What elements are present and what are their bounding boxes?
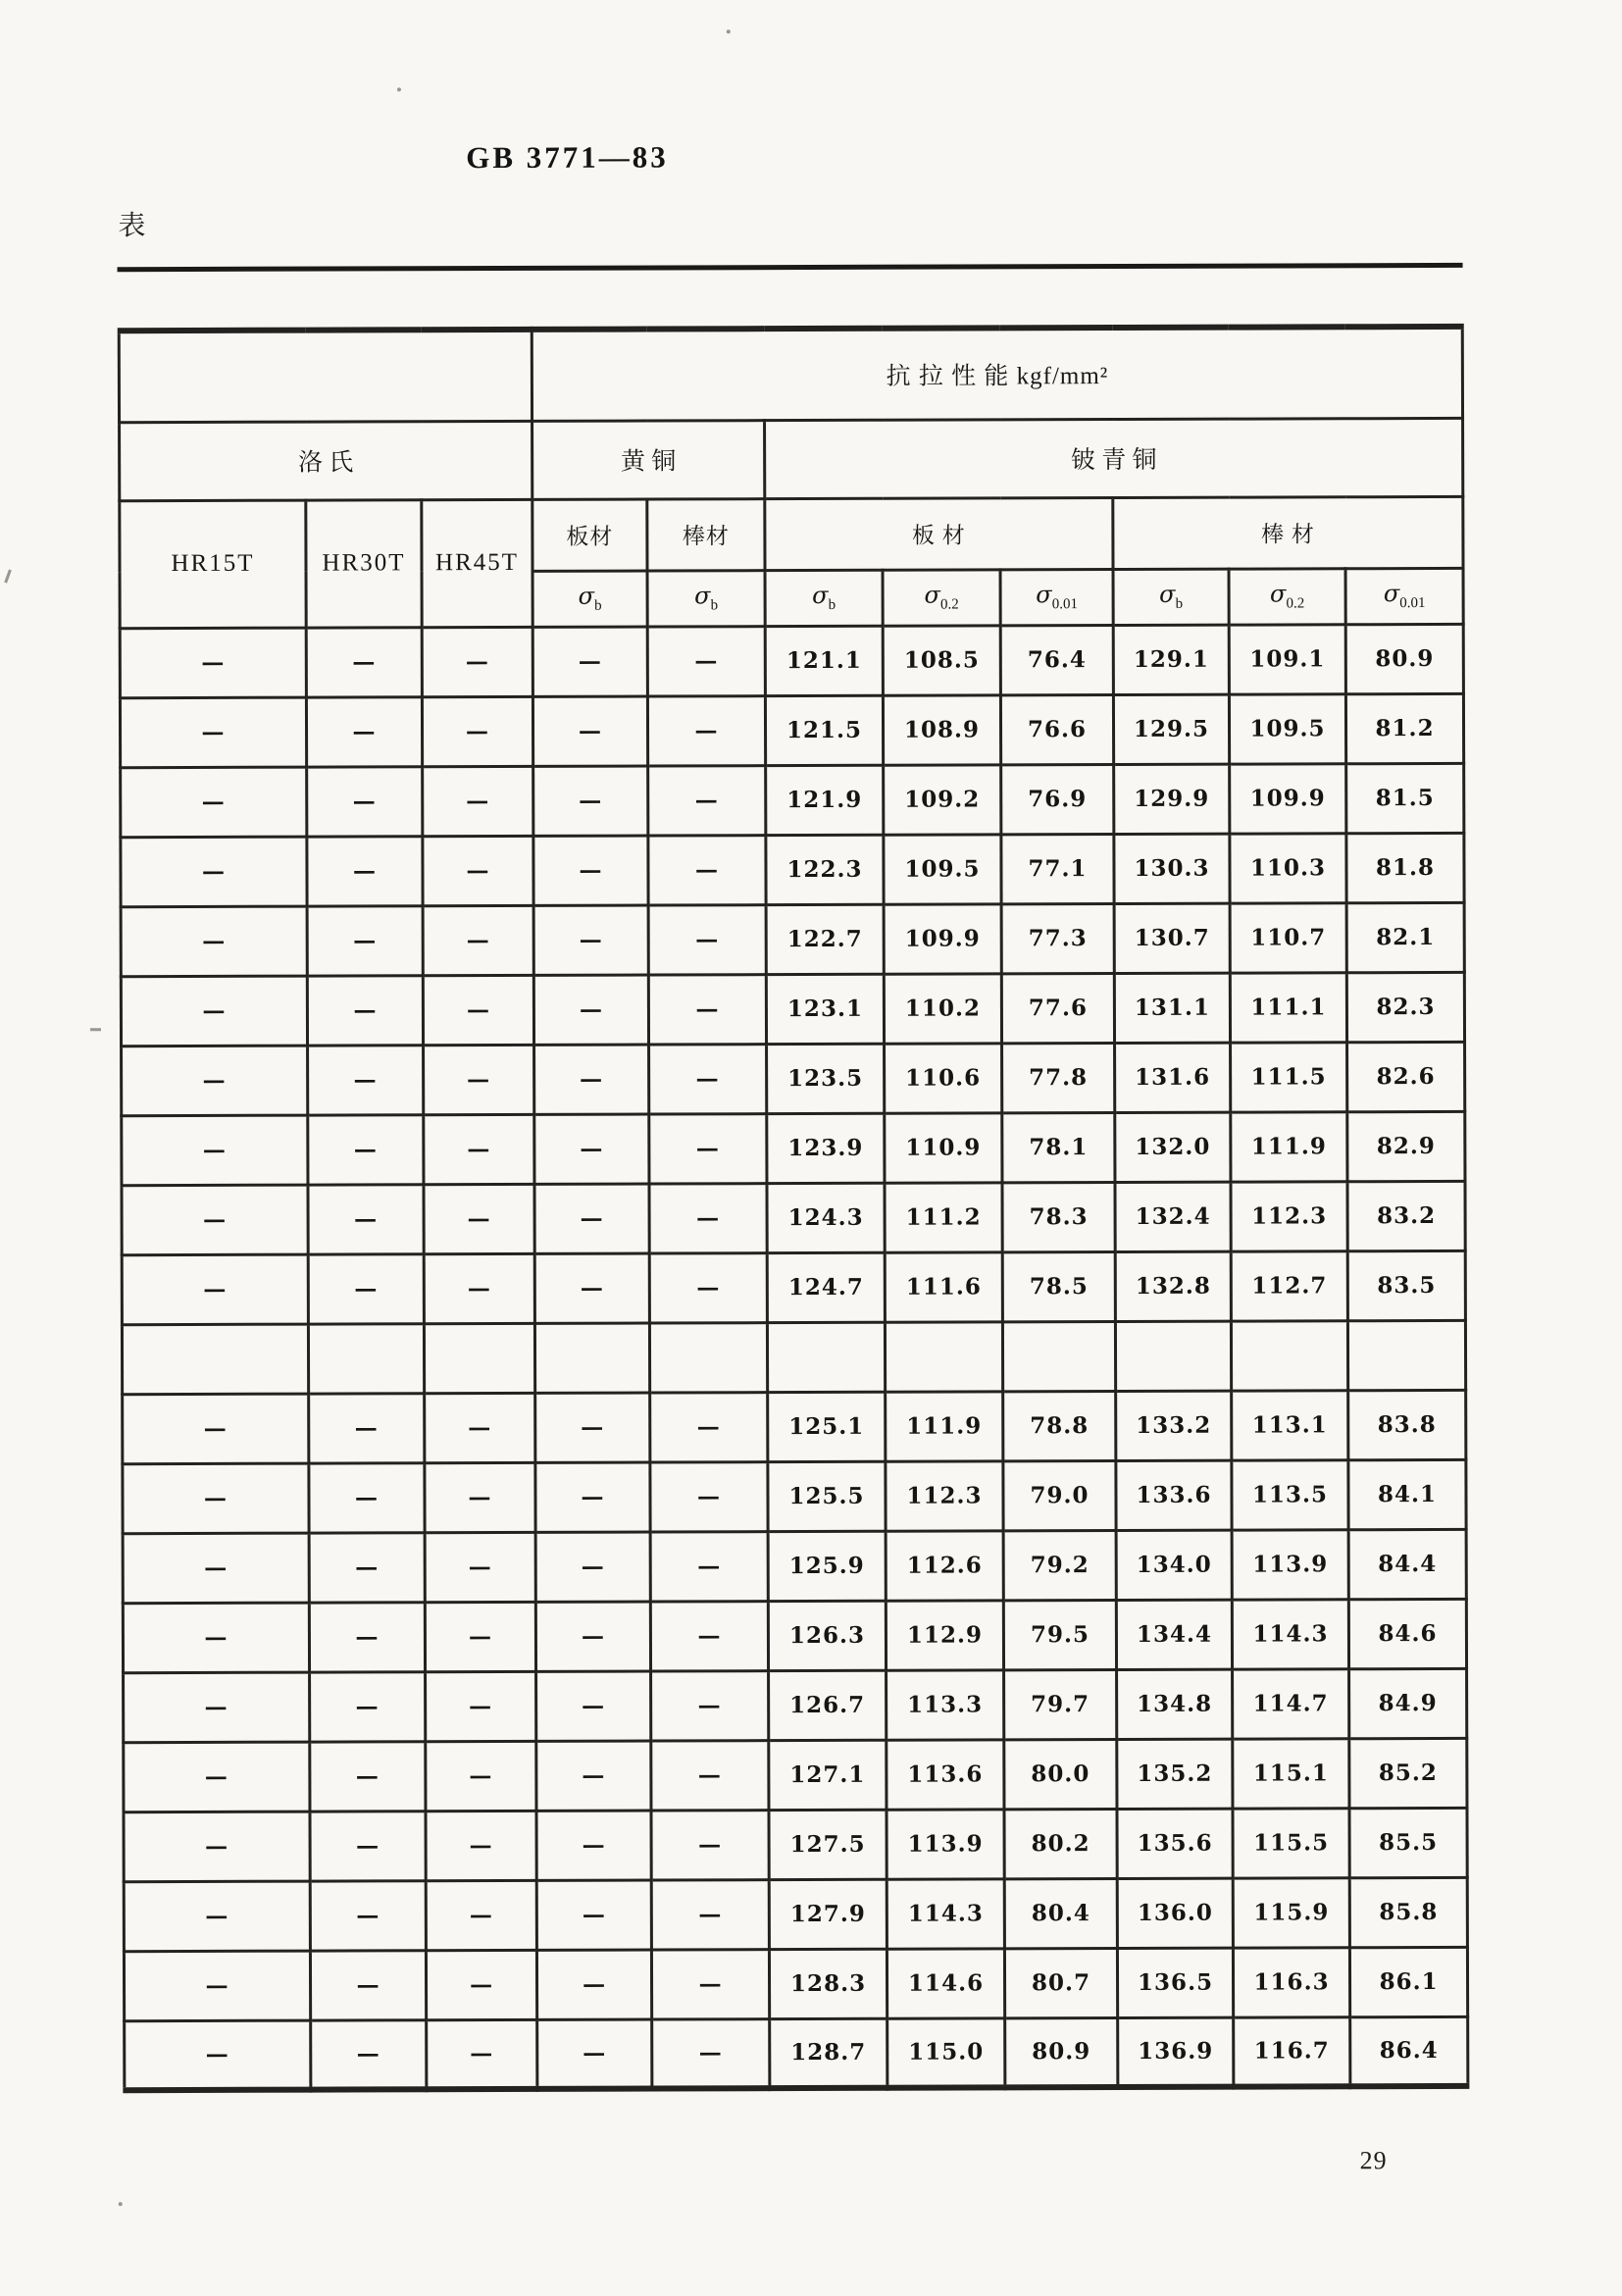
table-cell: 80.7 (1004, 1948, 1117, 2017)
table-cell: — (651, 1670, 769, 1740)
table-cell: — (649, 1252, 767, 1322)
table-cell: 113.9 (1232, 1529, 1348, 1599)
table-cell: — (307, 766, 423, 836)
table-cell: 84.1 (1348, 1459, 1466, 1529)
table-cell: 129.5 (1113, 694, 1229, 764)
table-cell: — (424, 1253, 534, 1323)
table-cell: — (124, 1811, 310, 1882)
table-cell: — (535, 1393, 650, 1462)
table-cell: — (426, 1671, 536, 1741)
scan-speck (4, 569, 12, 583)
sigma-header: $\sigma_b$ (647, 570, 765, 626)
table-cell: 111.1 (1230, 972, 1346, 1042)
table-cell: — (426, 1880, 536, 1950)
table-cell: — (122, 1254, 308, 1325)
table-cell (767, 1322, 885, 1392)
table-cell: 129.9 (1114, 764, 1230, 834)
table-cell: 108.9 (883, 694, 1000, 764)
table-cell: — (648, 765, 766, 835)
table-cell: — (311, 2019, 427, 2089)
table-cell: — (650, 1601, 768, 1670)
table-cell: 109.9 (1230, 763, 1346, 833)
table-cell: — (310, 1671, 426, 1741)
table-cell: — (426, 1811, 536, 1880)
table-cell: 113.5 (1232, 1459, 1348, 1529)
table-cell: 109.2 (884, 764, 1001, 834)
header-tensile-unit: 抗 拉 性 能 kgf/mm² (532, 327, 1462, 421)
header-row-unit (119, 327, 1462, 422)
table-cell: — (123, 1603, 309, 1673)
table-cell: 85.5 (1349, 1808, 1467, 1877)
table-cell: — (424, 1114, 534, 1184)
table-cell: — (536, 1811, 651, 1880)
table-cell: 114.3 (1232, 1599, 1348, 1668)
header-be-bar: 棒 材 (1113, 496, 1463, 569)
header-be-plate: 板 材 (765, 497, 1113, 570)
table-cell: — (310, 1811, 426, 1880)
sigma-header: $\sigma_{0.01}$ (1000, 569, 1113, 625)
table-cell: 126.3 (768, 1601, 886, 1670)
table-cell: 135.2 (1117, 1739, 1233, 1809)
table-cell: — (536, 1741, 651, 1811)
header-row-groups (120, 418, 1463, 500)
table-cell: — (124, 1672, 310, 1743)
table-cell: — (536, 1880, 651, 1950)
table-cell: — (535, 1532, 650, 1602)
sigma-header: $\sigma_{0.2}$ (1229, 568, 1345, 624)
table-body (120, 624, 1468, 2090)
table-cell: — (651, 1810, 769, 1879)
table-cell: 123.9 (767, 1113, 885, 1183)
table-cell: — (535, 1602, 650, 1671)
header-brass-bar: 棒材 (647, 498, 765, 570)
table-row (122, 1042, 1465, 1115)
table-cell: 81.2 (1345, 693, 1463, 763)
table-cell: 77.6 (1001, 973, 1114, 1043)
table-row (122, 1250, 1465, 1324)
table-cell: — (648, 904, 766, 974)
header-row-materials (120, 496, 1463, 572)
table-cell: 115.1 (1233, 1738, 1349, 1808)
table-cell (1347, 1320, 1465, 1390)
header-brass: 黄 铜 (532, 420, 765, 499)
table-cell: 80.9 (1345, 624, 1463, 693)
table-cell: — (536, 1671, 651, 1741)
table-cell: — (122, 1115, 308, 1186)
sigma-header: $\sigma_b$ (765, 570, 883, 626)
table-cell: 121.1 (765, 626, 883, 695)
title-rule (118, 263, 1463, 272)
table-cell: 113.3 (887, 1669, 1004, 1739)
table-cell: — (120, 697, 306, 768)
table-cell: — (123, 1463, 309, 1534)
table-cell: — (124, 1951, 310, 2021)
header-hr45t: HR45T (422, 499, 532, 627)
table-cell: 124.3 (767, 1183, 885, 1252)
scan-speck (119, 2202, 123, 2206)
table-cell: 128.3 (769, 1949, 887, 2018)
sigma-header: $\sigma_{0.2}$ (883, 569, 1000, 625)
table-cell: 83.5 (1347, 1250, 1465, 1320)
table-row (123, 1529, 1466, 1603)
table-cell: — (425, 1393, 535, 1462)
table-cell: 116.3 (1233, 1947, 1349, 2016)
header-beryllium-bronze: 铍 青 铜 (765, 418, 1463, 498)
table-cell: 76.6 (1000, 694, 1113, 764)
table-cell: 133.2 (1116, 1391, 1232, 1460)
table-cell: 122.7 (766, 904, 884, 974)
table-cell: 135.6 (1117, 1809, 1233, 1878)
header-hr30t: HR30T (306, 499, 422, 627)
table-cell: 123.1 (766, 974, 884, 1044)
table-cell: — (536, 1950, 651, 2019)
table-cell: 133.6 (1116, 1460, 1232, 1530)
table-cell: 109.9 (884, 903, 1001, 973)
table-cell: 114.3 (887, 1878, 1004, 1948)
table-cell: 121.5 (765, 695, 883, 765)
table-cell: 81.8 (1346, 833, 1464, 902)
table-cell: 134.4 (1116, 1600, 1232, 1669)
table-cell: — (534, 1045, 649, 1114)
table-row (122, 1111, 1465, 1185)
table-cell: 114.6 (887, 1948, 1004, 2017)
table-cell (1002, 1321, 1115, 1391)
table-cell: — (424, 1184, 534, 1253)
table-cell: — (123, 1533, 309, 1604)
table-row (121, 972, 1464, 1046)
table-cell: — (423, 836, 533, 905)
table-cell (308, 1323, 424, 1393)
table-cell: — (423, 905, 533, 975)
table-cell: — (123, 1394, 309, 1464)
table-cell: 131.6 (1115, 1043, 1231, 1112)
table-cell: 86.1 (1349, 1947, 1467, 2016)
table-cell: 78.1 (1002, 1112, 1115, 1182)
table-cell: — (534, 1114, 649, 1184)
table-cell: 80.0 (1004, 1739, 1117, 1809)
table-cell: — (648, 974, 766, 1044)
table-cell: 112.9 (886, 1600, 1003, 1669)
table-cell: 124.7 (767, 1252, 885, 1322)
table-cell (534, 1323, 649, 1393)
table-cell: 111.9 (1231, 1111, 1347, 1181)
table-row (124, 1738, 1467, 1811)
table-cell: 125.5 (768, 1461, 886, 1531)
table-cell: 116.7 (1234, 2016, 1350, 2086)
table-cell: 129.1 (1113, 625, 1229, 694)
table-cell (1231, 1320, 1347, 1390)
header-hr15t: HR15T (120, 500, 306, 629)
table-cell: — (535, 1462, 650, 1532)
table-cell: 110.9 (885, 1112, 1002, 1182)
sigma-header: $\sigma_b$ (1113, 569, 1229, 625)
hardness-conversion-table (118, 324, 1470, 2093)
table-cell: 85.8 (1349, 1877, 1467, 1947)
table-cell: 79.5 (1003, 1600, 1116, 1669)
table-cell: 113.9 (887, 1809, 1004, 1878)
table-cell: — (309, 1602, 425, 1671)
table-cell: — (532, 696, 647, 766)
table-cell: 115.5 (1233, 1808, 1349, 1877)
table-cell: 78.3 (1002, 1182, 1115, 1251)
table-cell: 78.5 (1002, 1251, 1115, 1321)
table-cell: 82.3 (1346, 972, 1464, 1042)
header-brass-plate: 板材 (532, 499, 647, 571)
table-cell: — (121, 976, 307, 1046)
table-cell: — (649, 1044, 767, 1113)
table-cell: — (121, 837, 307, 907)
page-number: 29 (1359, 2146, 1388, 2175)
table-cell: 136.0 (1117, 1878, 1233, 1948)
table-cell: 109.5 (1229, 693, 1345, 763)
table-cell: 111.6 (885, 1251, 1002, 1321)
table-cell: — (533, 836, 648, 905)
table-cell: 111.2 (885, 1182, 1002, 1251)
table-cell: 76.9 (1001, 764, 1114, 834)
table-cell: 128.7 (770, 2018, 887, 2088)
table-cell: 136.9 (1118, 2017, 1234, 2087)
table-cell: 110.2 (884, 973, 1001, 1043)
table-row (123, 1459, 1466, 1533)
table-cell: — (648, 835, 766, 904)
table-cell: — (424, 1045, 534, 1114)
table-row (121, 833, 1464, 906)
table-cell: — (651, 1879, 769, 1949)
table-cell: — (534, 1184, 649, 1253)
table-cell: 131.1 (1114, 973, 1230, 1043)
table-cell: 132.0 (1115, 1112, 1231, 1182)
table-row (122, 1181, 1465, 1254)
table-cell: 127.9 (769, 1879, 887, 1949)
table-cell: 113.6 (887, 1739, 1004, 1809)
table-cell: 113.1 (1232, 1390, 1348, 1459)
table-cell: 110.6 (885, 1043, 1002, 1112)
table-cell: — (121, 767, 307, 838)
table-cell: — (422, 627, 532, 696)
table-cell: — (310, 1741, 426, 1811)
table-cell: 108.5 (883, 625, 1000, 694)
table-cell: — (533, 975, 648, 1045)
table-cell: — (647, 695, 765, 765)
table-cell: — (651, 1949, 769, 2018)
table-cell: — (307, 905, 423, 975)
table-cell: 112.6 (886, 1530, 1003, 1600)
table-row (124, 1668, 1467, 1742)
table-cell: — (650, 1461, 768, 1531)
table-cell (885, 1321, 1002, 1391)
table-cell: 79.2 (1003, 1530, 1116, 1600)
table-cell: — (423, 766, 533, 836)
table-cell: 79.0 (1003, 1460, 1116, 1530)
table-cell: — (650, 1531, 768, 1601)
table-cell: 134.8 (1117, 1669, 1233, 1739)
table-cell: — (310, 1950, 426, 2019)
table-cell: 84.6 (1348, 1599, 1466, 1668)
table-cell: — (425, 1532, 535, 1602)
table-cell: — (124, 1881, 310, 1952)
table-cell: 110.7 (1230, 902, 1346, 972)
table-cell: — (647, 626, 765, 695)
table-cell: 77.8 (1002, 1043, 1115, 1112)
table-cell: 81.5 (1346, 763, 1464, 833)
table-cell: 80.9 (1005, 2017, 1118, 2087)
table-cell: — (537, 2019, 652, 2089)
table-row (122, 1320, 1465, 1394)
table-cell: 125.1 (768, 1392, 886, 1461)
table-cell: 109.1 (1229, 624, 1345, 693)
table-cell: 126.7 (769, 1670, 887, 1740)
table-cell: 82.6 (1347, 1042, 1465, 1111)
table-row (124, 1877, 1467, 1951)
table-row (121, 763, 1464, 837)
table-row (125, 2016, 1468, 2090)
header-rockwell: 洛 氏 (120, 421, 532, 500)
table-row (123, 1599, 1466, 1672)
scan-speck (397, 87, 401, 91)
table-cell: — (426, 1741, 536, 1811)
table-cell: 112.7 (1231, 1250, 1347, 1320)
table-row (120, 624, 1463, 697)
table-cell: 134.0 (1116, 1530, 1232, 1600)
table-cell: — (427, 2019, 537, 2089)
table-cell: — (649, 1113, 767, 1183)
table-cell: — (307, 836, 423, 905)
sigma-header: $\sigma_b$ (532, 571, 647, 627)
table-cell: — (306, 627, 422, 696)
table-row (124, 1808, 1467, 1881)
table-cell: 111.5 (1231, 1042, 1347, 1111)
table-cell: 122.3 (766, 835, 884, 904)
table-cell: — (533, 905, 648, 975)
table-cell (424, 1323, 534, 1393)
table-cell (122, 1324, 308, 1395)
table-cell: 127.1 (769, 1740, 887, 1810)
table-cell: — (308, 1045, 424, 1114)
table-cell: — (124, 1742, 310, 1812)
table-cell: 110.3 (1230, 833, 1346, 902)
table-cell: — (650, 1392, 768, 1461)
table-cell: 82.1 (1346, 902, 1464, 972)
table-row (124, 1947, 1467, 2020)
table-cell: — (308, 1253, 424, 1323)
table-cell: 114.7 (1233, 1668, 1349, 1738)
table-cell: 85.2 (1349, 1738, 1467, 1808)
table-row (121, 902, 1464, 976)
table-cell: — (649, 1183, 767, 1252)
table-cell (1115, 1321, 1231, 1391)
table-cell: 78.8 (1003, 1391, 1116, 1460)
table-cell: 123.5 (767, 1044, 885, 1113)
sigma-header: $\sigma_{0.01}$ (1345, 568, 1463, 624)
table-cell: 80.2 (1004, 1809, 1117, 1878)
table-cell: 132.4 (1115, 1182, 1231, 1251)
table-cell: 82.9 (1347, 1111, 1465, 1181)
table-cell: 127.5 (769, 1810, 887, 1879)
table-cell: 77.3 (1001, 903, 1114, 973)
table-cell: 111.9 (886, 1391, 1003, 1460)
table-cell: 84.4 (1348, 1529, 1466, 1599)
table-cell: 132.8 (1115, 1251, 1231, 1321)
table-label: 表 (118, 211, 146, 242)
table-cell: 83.2 (1347, 1181, 1465, 1250)
table-cell: 136.5 (1117, 1948, 1233, 2017)
scan-speck (727, 29, 731, 33)
table-cell: — (423, 975, 533, 1045)
table-row (120, 693, 1463, 767)
table-cell: — (121, 906, 307, 977)
table-cell (649, 1322, 767, 1392)
table-cell: — (308, 1184, 424, 1253)
table-cell: — (310, 1880, 426, 1950)
table-cell: — (426, 1950, 536, 2019)
table-cell: — (122, 1046, 308, 1116)
standard-code-title: GB 3771—83 (466, 139, 669, 176)
table-cell: — (422, 696, 532, 766)
table-cell: — (532, 627, 647, 696)
table-cell: 109.5 (884, 834, 1001, 903)
table-cell: — (534, 1253, 649, 1323)
table-cell: — (425, 1462, 535, 1532)
table-cell: 112.3 (1231, 1181, 1347, 1250)
table-cell: — (120, 628, 306, 698)
table-cell: — (125, 2020, 311, 2091)
table-cell: — (307, 975, 423, 1045)
table-cell: 83.8 (1348, 1390, 1466, 1459)
table-cell: — (309, 1393, 425, 1462)
table-cell: 79.7 (1004, 1669, 1117, 1739)
table-cell: 125.9 (768, 1531, 886, 1601)
table-cell: — (122, 1185, 308, 1255)
table-cell: 84.9 (1349, 1668, 1467, 1738)
table-cell: 115.9 (1233, 1877, 1349, 1947)
table-cell: — (306, 696, 422, 766)
table-cell: — (652, 2018, 770, 2088)
table-cell: — (533, 766, 648, 836)
table-cell: 130.7 (1114, 903, 1230, 973)
table-cell: 76.4 (1000, 625, 1113, 694)
table-cell: — (309, 1462, 425, 1532)
scan-speck (90, 1028, 101, 1031)
table-cell: 80.4 (1004, 1878, 1117, 1948)
table-row (123, 1390, 1466, 1463)
header-empty-cell (119, 330, 532, 422)
table-cell: 86.4 (1350, 2016, 1468, 2086)
table-cell: 112.3 (886, 1460, 1003, 1530)
table-cell: 121.9 (766, 765, 884, 835)
table-cell: 115.0 (887, 2017, 1005, 2087)
table-cell: 130.3 (1114, 834, 1230, 903)
table-cell: — (308, 1114, 424, 1184)
table-cell: — (651, 1740, 769, 1810)
table-cell: — (425, 1602, 535, 1671)
table-cell: — (309, 1532, 425, 1602)
table-cell: 77.1 (1001, 834, 1114, 903)
